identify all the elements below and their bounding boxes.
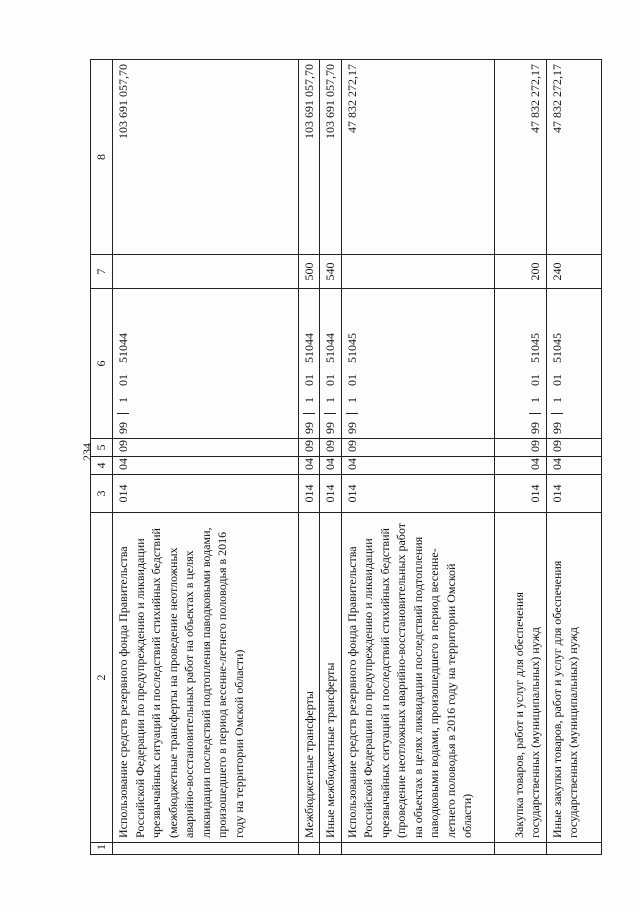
csr-part-c: 01 [323, 374, 338, 386]
csr-part-a: 99 [344, 422, 359, 434]
cell-name: Использование средств резервного фонда Правительства Российской Федерации по предупреждению и ликвидации чрезвычайных ситуаций и последствий стихийных бедствий (проведение неотложных аварийно-восстановительных работ на объектах в целях ликвидации последствий подтопления паводковыми водами, произошедшего в период весенне-летнего половодья в 2016 году на территории Омской области) [341, 513, 494, 843]
cell-subsection: 09 [298, 439, 320, 457]
cell-amount: 103 691 057,70 [298, 60, 320, 255]
csr-part-d: 51044 [116, 333, 131, 363]
csr-part-c: 01 [116, 374, 131, 386]
cell-col1 [298, 843, 320, 855]
cell-col1 [320, 843, 342, 855]
cell-amount: 47 832 272,17 [494, 60, 546, 255]
csr-part-b: 1 [549, 397, 564, 403]
csr-part-b: 1 [344, 397, 359, 403]
csr-divider [529, 412, 541, 414]
header-col-3: 3 [91, 475, 113, 513]
cell-expense-type [341, 255, 494, 289]
table-row [546, 60, 601, 855]
cell-section: 04 [113, 457, 299, 475]
cell-expense-type: 200 [494, 255, 546, 289]
cell-expense-type: 500 [298, 255, 320, 289]
cell-target-article [494, 289, 546, 439]
cell-ministry: 014 [320, 475, 342, 513]
cell-col1 [341, 843, 494, 855]
cell-name: Иные межбюджетные трансферты [320, 513, 342, 843]
csr-part-d: 51045 [528, 333, 543, 363]
csr-part-c: 01 [344, 374, 359, 386]
csr-part-b: 1 [323, 397, 338, 403]
cell-expense-type [113, 255, 299, 289]
header-col-5: 5 [91, 439, 113, 457]
header-col-2: 2 [91, 513, 113, 843]
cell-section: 04 [341, 457, 494, 475]
csr-part-c: 01 [528, 374, 543, 386]
cell-ministry: 014 [113, 475, 299, 513]
csr-part-d: 51045 [344, 333, 359, 363]
header-col-4: 4 [91, 457, 113, 475]
csr-divider [346, 412, 358, 414]
cell-ministry: 014 [494, 475, 546, 513]
csr-part-a: 99 [528, 422, 543, 434]
cell-target-article [298, 289, 320, 439]
cell-amount: 47 832 272,17 [546, 60, 601, 255]
cell-amount: 103 691 057,70 [113, 60, 299, 255]
budget-table [90, 59, 602, 855]
cell-subsection: 09 [494, 439, 546, 457]
cell-expense-type: 240 [546, 255, 601, 289]
csr-part-c: 01 [549, 374, 564, 386]
header-col-1: 1 [91, 843, 113, 855]
cell-col1 [546, 843, 601, 855]
cell-ministry: 014 [546, 475, 601, 513]
cell-section: 04 [298, 457, 320, 475]
cell-subsection: 09 [320, 439, 342, 457]
rotated-table-wrapper [90, 60, 602, 855]
table-row [494, 60, 546, 855]
page-number: 234 [80, 443, 94, 461]
cell-section: 04 [320, 457, 342, 475]
cell-section: 04 [546, 457, 601, 475]
cell-subsection: 09 [113, 439, 299, 457]
csr-part-c: 01 [301, 374, 316, 386]
cell-target-article [546, 289, 601, 439]
cell-col1 [113, 843, 299, 855]
header-col-8: 8 [91, 60, 113, 255]
header-col-6: 6 [91, 289, 113, 439]
cell-col1 [494, 843, 546, 855]
cell-name: Использование средств резервного фонда Правительства Российской Федерации по предупреждению и ликвидации чрезвычайных ситуаций и последствий стихийных бедствий (межбюджетные трансферты на проведение неотложных аварийно-восстановительных работ на объектах в целях ликвидации последствий подтопления паводковыми водами, произошедшего в период весенне-летнего половодья в 2016 году на территории Омской области) [113, 513, 299, 843]
csr-part-a: 99 [301, 422, 316, 434]
cell-amount: 47 832 272,17 [341, 60, 494, 255]
cell-target-article [341, 289, 494, 439]
header-row [91, 60, 113, 855]
cell-name: Иные закупки товаров, работ и услуг для обеспечения государственных (муниципальных) нужд [546, 513, 601, 843]
cell-ministry: 014 [341, 475, 494, 513]
table-row [341, 60, 494, 855]
csr-divider [303, 412, 315, 414]
table-row [113, 60, 299, 855]
cell-target-article [320, 289, 342, 439]
csr-part-b: 1 [528, 397, 543, 403]
csr-part-d: 51044 [301, 333, 316, 363]
csr-part-a: 99 [116, 422, 131, 434]
table-row [320, 60, 342, 855]
header-col-7: 7 [91, 255, 113, 289]
cell-subsection: 09 [341, 439, 494, 457]
csr-part-d: 51044 [323, 333, 338, 363]
csr-part-a: 99 [549, 422, 564, 434]
csr-divider [324, 412, 336, 414]
cell-expense-type: 540 [320, 255, 342, 289]
cell-subsection: 09 [546, 439, 601, 457]
table-row [298, 60, 320, 855]
csr-part-d: 51045 [549, 333, 564, 363]
cell-name: Межбюджетные трансферты [298, 513, 320, 843]
csr-part-b: 1 [301, 397, 316, 403]
cell-section: 04 [494, 457, 546, 475]
cell-target-article [113, 289, 299, 439]
csr-part-b: 1 [116, 397, 131, 403]
cell-ministry: 014 [298, 475, 320, 513]
csr-divider [117, 412, 129, 414]
csr-divider [551, 412, 563, 414]
csr-part-a: 99 [323, 422, 338, 434]
cell-amount: 103 691 057,70 [320, 60, 342, 255]
cell-name: Закупка товаров, работ и услуг для обеспечения государственных (муниципальных) нужд [494, 513, 546, 843]
